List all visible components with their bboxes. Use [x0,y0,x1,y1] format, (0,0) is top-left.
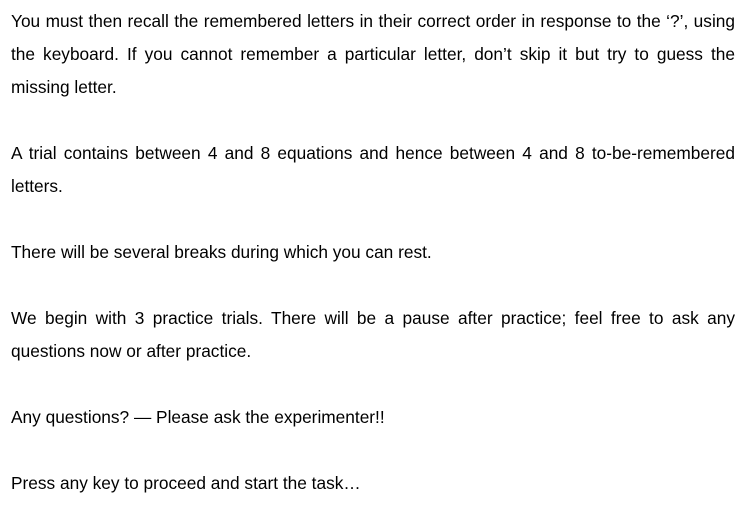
breaks-paragraph: There will be several breaks during which you can rest. [11,242,432,262]
instructions-screen [11,5,735,500]
questions-paragraph: Any questions? — Please ask the experimenter!! [11,407,385,427]
trial-length-paragraph: A trial contains between 4 and 8 equations and hence between 4 and 8 to-be-remembered letters. [11,143,735,196]
practice-trials-paragraph: We begin with 3 practice trials. There will be a pause after practice; feel free to ask any questions now or after practice. [11,308,735,361]
recall-instruction-paragraph: You must then recall the remembered letters in their correct order in response to the ‘?’, using the keyboard. If you cannot remember a particular letter, don’t skip it but try to guess the missing letter. [11,11,735,97]
press-any-key-prompt[interactable]: Press any key to proceed and start the task… [11,473,361,493]
